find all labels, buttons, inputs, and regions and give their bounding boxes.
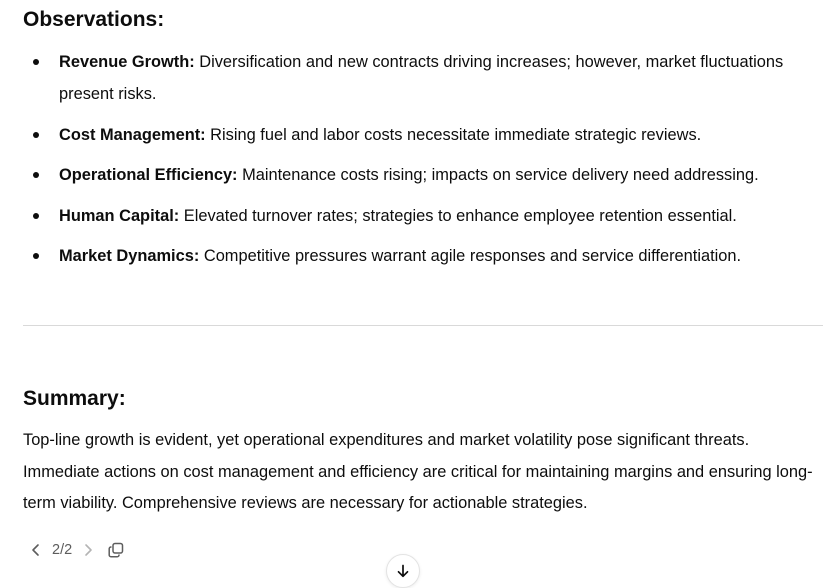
list-item bbox=[23, 240, 818, 272]
item-text: Competitive pressures warrant agile responses and service differentiation. bbox=[199, 247, 742, 265]
previous-response-button[interactable] bbox=[26, 538, 46, 562]
chevron-left-icon bbox=[29, 543, 43, 557]
next-response-button[interactable] bbox=[78, 538, 98, 562]
response-pager: 2/2 bbox=[52, 542, 73, 558]
chevron-right-icon bbox=[81, 543, 95, 557]
list-item bbox=[23, 119, 818, 151]
list-item bbox=[23, 159, 818, 191]
summary-heading: Summary: bbox=[23, 387, 126, 410]
item-text: Rising fuel and labor costs necessitate immediate strategic reviews. bbox=[205, 125, 702, 144]
arrow-down-icon bbox=[395, 563, 411, 579]
item-title: Market Dynamics: bbox=[59, 247, 200, 265]
list-item bbox=[23, 200, 818, 232]
list-item bbox=[23, 46, 818, 110]
summary-text: Top-line growth is evident, yet operational expenditures and market volatility pose significant threats. Immediate actions on cost management and efficiency are critical for maintaining margins and ensuring long-term viability. Comprehensive reviews are necessary for actionable strategies. bbox=[23, 431, 813, 512]
copy-button[interactable] bbox=[106, 538, 126, 562]
item-title: Cost Management: bbox=[59, 125, 206, 144]
message-toolbar bbox=[26, 538, 126, 562]
copy-icon bbox=[107, 541, 125, 559]
item-text: Diversification and new contracts driving increases; however, market fluctuations present risks. bbox=[59, 53, 784, 103]
observations-list bbox=[23, 46, 818, 281]
item-title: Human Capital: bbox=[59, 206, 180, 225]
item-title: Operational Efficiency: bbox=[59, 166, 238, 184]
observations-heading: Observations: bbox=[23, 8, 165, 31]
item-text: Maintenance costs rising; impacts on service delivery need addressing. bbox=[237, 166, 759, 184]
scroll-to-bottom-button[interactable] bbox=[386, 554, 420, 588]
item-text: Elevated turnover rates; strategies to enhance employee retention essential. bbox=[179, 206, 737, 225]
section-divider bbox=[23, 325, 823, 326]
item-title: Revenue Growth: bbox=[59, 53, 195, 71]
